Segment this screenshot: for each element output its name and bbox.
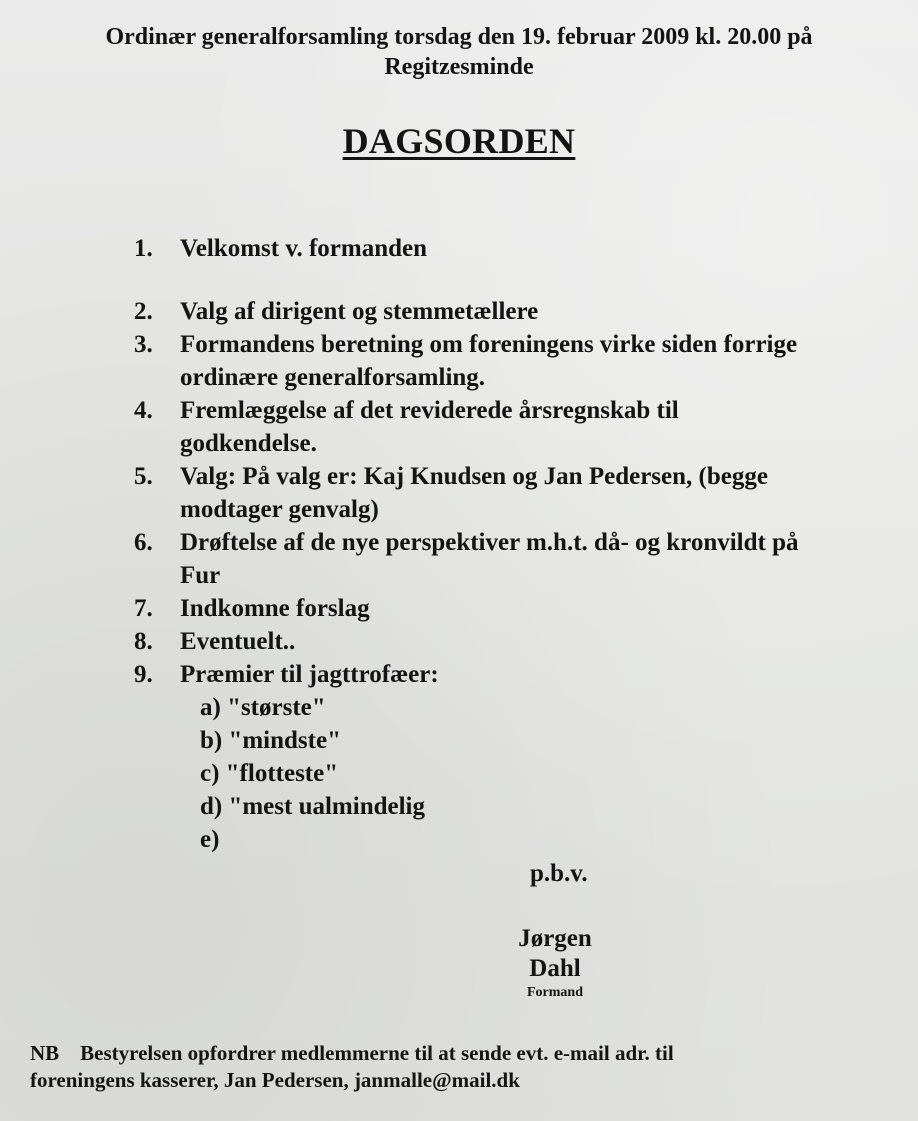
agenda-item-text-continued: ordinære generalforsamling.: [180, 364, 486, 391]
agenda-item: [134, 394, 914, 460]
trophy-subitems: [180, 691, 914, 856]
agenda-item: [134, 592, 914, 625]
agenda-list: [134, 232, 914, 856]
agenda-item: [134, 295, 914, 328]
agenda-item-number: 5.: [134, 463, 153, 490]
agenda-item-number: 7.: [134, 595, 153, 622]
trophy-subitem: c) "flotteste": [200, 760, 339, 787]
signer-role: Formand: [527, 985, 583, 1000]
agenda-item: [134, 232, 914, 265]
trophy-subitem: d) "mest ualmindelig: [200, 793, 425, 820]
trophy-subitem: a) "største": [200, 694, 326, 721]
agenda-item-text: Valg: På valg er: Kaj Knudsen og Jan Pedersen, (begge: [180, 463, 768, 490]
agenda-item-text: Formandens beretning om foreningens virke siden forrige: [180, 331, 798, 358]
agenda-item-number: 6.: [134, 529, 153, 556]
header-line-1: Ordinær generalforsamling torsdag den 19. februar 2009 kl. 20.00 på: [105, 24, 813, 50]
agenda-item-number: 1.: [134, 235, 153, 262]
trophy-subitem: e): [200, 826, 220, 853]
agenda-item-number: 2.: [134, 298, 153, 325]
agenda-item: [134, 625, 914, 658]
footnote-line-1: NB Bestyrelsen opfordrer medlemmerne til at sende evt. e-mail adr. til: [30, 1041, 674, 1065]
agenda-item: [134, 526, 914, 592]
footnote: [30, 1040, 890, 1094]
agenda-item-text: Fremlæggelse af det reviderede årsregnskab til: [180, 397, 679, 424]
footnote-line-2: foreningens kasserer, Jan Pedersen, janmalle@mail.dk: [30, 1068, 520, 1092]
meeting-header: [0, 22, 918, 82]
agenda-item: [134, 658, 914, 856]
agenda-item-text: Velkomst v. formanden: [180, 235, 428, 262]
closing-pbv: p.b.v.: [530, 860, 588, 887]
signer-name: Jørgen Dahl: [518, 925, 592, 982]
agenda-item-number: 3.: [134, 331, 153, 358]
signature-block: [490, 924, 620, 1002]
agenda-item-text-continued: godkendelse.: [180, 430, 317, 457]
agenda-item: [134, 328, 914, 394]
agenda-item-text: Eventuelt..: [180, 628, 296, 655]
page-title: DAGSORDEN: [342, 121, 576, 161]
agenda-item-number: 8.: [134, 628, 153, 655]
agenda-item-number: 9.: [134, 661, 153, 688]
agenda-item: [134, 460, 914, 526]
header-line-2: Regitzesminde: [384, 54, 534, 80]
agenda-item-number: 4.: [134, 397, 153, 424]
agenda-item-text: Drøftelse af de nye perspektiver m.h.t. då- og kronvildt på: [180, 529, 799, 556]
agenda-item-text: Indkomne forslag: [180, 595, 370, 622]
agenda-item-text: Præmier til jagttrofæer:: [180, 661, 439, 688]
trophy-subitem: b) "mindste": [200, 727, 341, 754]
agenda-item-text: Valg af dirigent og stemmetællere: [180, 298, 539, 325]
agenda-item-text-continued: Fur: [180, 562, 221, 589]
agenda-item-text-continued: modtager genvalg): [180, 496, 379, 523]
